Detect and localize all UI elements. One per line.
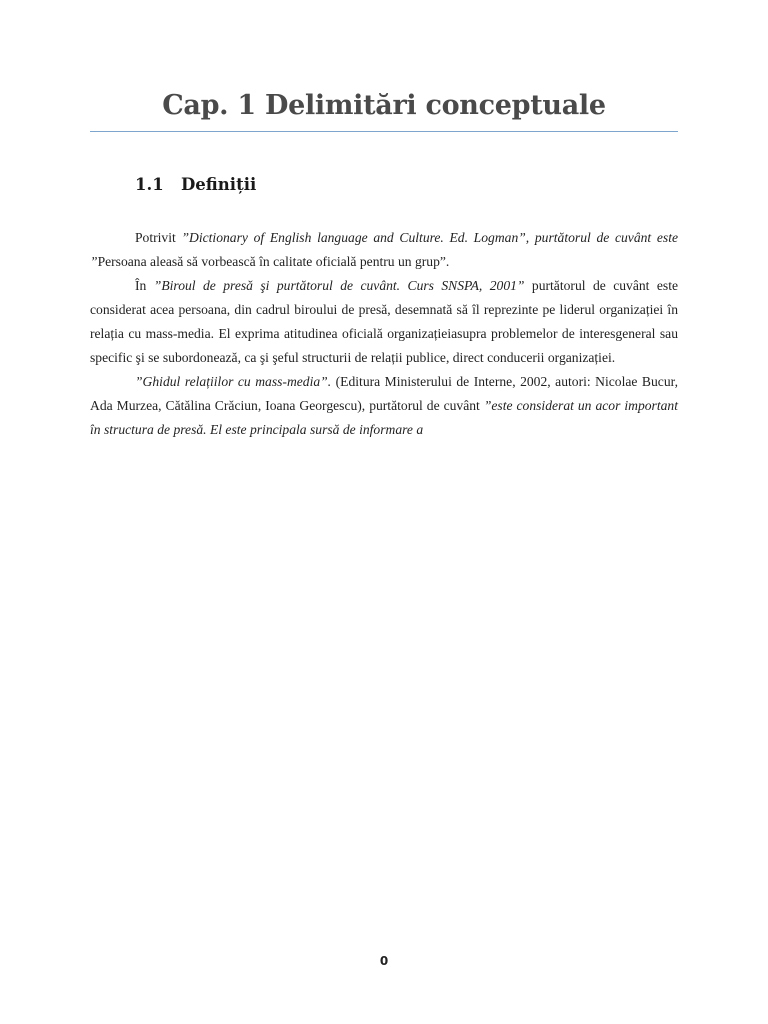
body-text (90, 226, 678, 442)
paragraph-text: purtătorul de cuvânt este considerat acea persoana, din cadrul biroului de presă, desemnată să îl reprezinte pe liderul organizației în relația cu mass-media. El exprima atitudinea oficială organizațieiasupra problemelor de interesgeneral sau specific şi se subordonează, ca şi şeful structurii de relații publice, direct conducerii organizației. (90, 278, 678, 365)
paragraph-text: Potrivit (135, 230, 182, 245)
paragraph-quote: ”Biroul de presă şi purtătorul de cuvânt. Curs SNSPA, 2001” (153, 278, 525, 293)
paragraph (90, 274, 678, 370)
section-number: 1.1 (135, 175, 164, 194)
paragraph-text: (Editura Ministerului de Interne, 2002, autori: Nicolae Bucur, Ada Murzea, Cătălina Crăciun, Ioana Georgescu), purtătorul de cuvânt (90, 374, 678, 413)
paragraph-quote: ”este considerat un acor important în structura de presă. El este principala sursă de informare a (90, 398, 678, 437)
chapter-title: Cap. 1 Delimitări conceptuale (162, 90, 606, 121)
paragraph-text: Persoana aleasă să vorbească în calitate oficială pentru un grup”. (97, 254, 450, 269)
section-title: Definiții (181, 175, 257, 194)
paragraph-quote: ”Ghidul relațiilor cu mass-media”. (135, 374, 332, 389)
paragraph-quote: ”Dictionary of English language and Culture. Ed. Logman”, purtătorul de cuvânt este ” (90, 230, 678, 269)
paragraph-text: În (135, 278, 154, 293)
paragraph (90, 226, 678, 274)
page-number: 0 (379, 954, 389, 968)
paragraph (90, 370, 678, 442)
title-divider (90, 131, 678, 132)
section-heading (135, 175, 256, 194)
